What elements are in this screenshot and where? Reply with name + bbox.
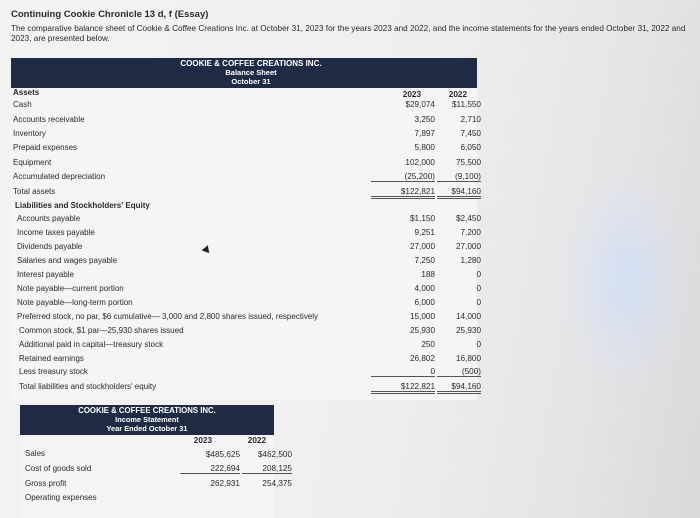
liab-2022-np-longterm: 0	[476, 298, 481, 307]
asset-2023-equipment: 102,000	[405, 158, 435, 167]
balance-sheet-company: COOKIE & COFFEE CREATIONS INC.	[180, 59, 322, 68]
liab-2022-itp: 7,200	[460, 228, 481, 237]
asset-2022-prepaid: 6,050	[460, 143, 481, 152]
bs-col-2022: 2022	[448, 90, 467, 99]
liab-label-common: Common stock, $1 par—25,930 shares issued	[19, 326, 184, 335]
balance-sheet-date: October 31	[231, 77, 271, 86]
liab-2023-preferred: 15,000	[409, 312, 435, 321]
asset-2023-total: $122,821	[371, 187, 435, 199]
is-2022-gross-profit: 254,375	[262, 479, 292, 488]
income-statement-banner	[20, 405, 274, 435]
is-label-cogs: Cost of goods sold	[25, 464, 92, 473]
question-intro: The comparative balance sheet of Cookie & Coffee Creations Inc. at October 31, 2023 for the years 2023 and 2022, and the income statements for the years ended October 31, 2022 and 2023, are presented below.	[11, 24, 686, 43]
income-statement-company: COOKIE & COFFEE CREATIONS INC.	[78, 406, 216, 415]
liab-2023-common: 25,930	[409, 326, 435, 335]
liab-2022-div: 27,000	[455, 242, 481, 251]
is-col-2023: 2023	[193, 436, 212, 445]
is-2022-cogs: 208,125	[242, 464, 292, 474]
liab-label-treasury: Less treasury stock	[19, 367, 88, 376]
liab-label-interest: Interest payable	[17, 270, 74, 279]
assets-header: Assets	[13, 88, 40, 97]
is-2022-sales: $462,500	[257, 450, 292, 459]
is-label-gross-profit: Gross profit	[25, 479, 67, 488]
liab-label-np-longterm: Note payable—long-term portion	[17, 298, 133, 307]
liab-label-preferred: Preferred stock, no par, $6 cumulative— 3,000 and 2,800 shares issued, respectively	[17, 312, 319, 321]
asset-2022-ar: 2,710	[460, 115, 481, 124]
is-label-sales: Sales	[25, 449, 46, 458]
asset-2022-total: $94,160	[437, 187, 481, 199]
asset-label-total: Total assets	[13, 187, 56, 196]
liab-label-total: Total liabilities and stockholders' equity	[19, 382, 157, 391]
liab-2022-preferred: 14,000	[455, 312, 481, 321]
asset-label-accum-dep: Accumulated depreciation	[13, 172, 106, 181]
liab-2023-div: 27,000	[409, 242, 435, 251]
liab-2022-np-current: 0	[476, 284, 481, 293]
asset-label-prepaid: Prepaid expenses	[13, 143, 78, 152]
question-heading: Continuing Cookie Chronicle 13 d, f (Essay)	[11, 9, 209, 20]
light-glare	[560, 170, 690, 390]
asset-2022-accum-dep: (9,100)	[437, 172, 481, 182]
liab-2022-apic: 0	[476, 340, 481, 349]
asset-2023-ar: 3,250	[414, 115, 435, 124]
asset-2023-inventory: 7,897	[414, 129, 435, 138]
liab-label-retained: Retained earnings	[19, 354, 84, 363]
asset-2022-equipment: 75,500	[455, 158, 481, 167]
bs-col-2023: 2023	[402, 90, 421, 99]
liab-2022-total: $94,160	[437, 382, 481, 394]
liab-2022-common: 25,930	[455, 326, 481, 335]
asset-2022-inventory: 7,450	[460, 129, 481, 138]
liab-2022-treasury: (500)	[437, 367, 481, 377]
asset-2023-accum-dep: (25,200)	[371, 172, 435, 182]
is-2023-sales: $485,625	[205, 450, 240, 459]
asset-label-inventory: Inventory	[13, 129, 46, 138]
liab-label-div: Dividends payable	[17, 242, 83, 251]
liab-label-ap: Accounts payable	[17, 214, 81, 223]
liab-2023-np-current: 4,000	[414, 284, 435, 293]
liab-label-itp: Income taxes payable	[17, 228, 95, 237]
asset-label-ar: Accounts receivable	[13, 115, 85, 124]
liabilities-header: Liabilities and Stockholders' Equity	[15, 201, 150, 210]
liab-2023-treasury: 0	[371, 367, 435, 377]
asset-label-cash: Cash	[13, 100, 32, 109]
asset-2023-cash: $29,074	[405, 100, 435, 109]
balance-sheet-table	[11, 88, 481, 400]
income-statement-title: Income Statement	[115, 415, 179, 424]
liab-2022-interest: 0	[476, 270, 481, 279]
income-statement-period: Year Ended October 31	[106, 424, 188, 433]
is-2023-gross-profit: 262,931	[210, 479, 240, 488]
liab-2023-ap: $1,150	[409, 214, 435, 223]
asset-2022-cash: $11,550	[452, 100, 481, 109]
liab-2023-np-longterm: 6,000	[414, 298, 435, 307]
asset-label-equipment: Equipment	[13, 158, 52, 167]
is-col-2022: 2022	[247, 436, 266, 445]
liab-2023-retained: 26,802	[409, 354, 435, 363]
liab-2023-total: $122,821	[371, 382, 435, 394]
liab-label-apic: Additional paid in capital—treasury stock	[19, 340, 164, 349]
liab-label-np-current: Note payable—current portion	[17, 284, 124, 293]
liab-2023-salaries: 7,250	[414, 256, 435, 265]
asset-2023-prepaid: 5,800	[414, 143, 435, 152]
liab-label-salaries: Salaries and wages payable	[17, 256, 118, 265]
liab-2023-interest: 188	[421, 270, 435, 279]
income-statement-table	[20, 435, 292, 518]
balance-sheet-title: Balance Sheet	[225, 68, 277, 77]
liab-2023-apic: 250	[421, 340, 435, 349]
liab-2023-itp: 9,251	[414, 228, 435, 237]
is-label-opex: Operating expenses	[25, 493, 97, 502]
liab-2022-retained: 16,800	[455, 354, 481, 363]
liab-2022-ap: $2,450	[455, 214, 481, 223]
is-2023-cogs: 222,694	[180, 464, 240, 474]
liab-2022-salaries: 1,280	[460, 256, 481, 265]
balance-sheet-banner	[11, 58, 477, 88]
